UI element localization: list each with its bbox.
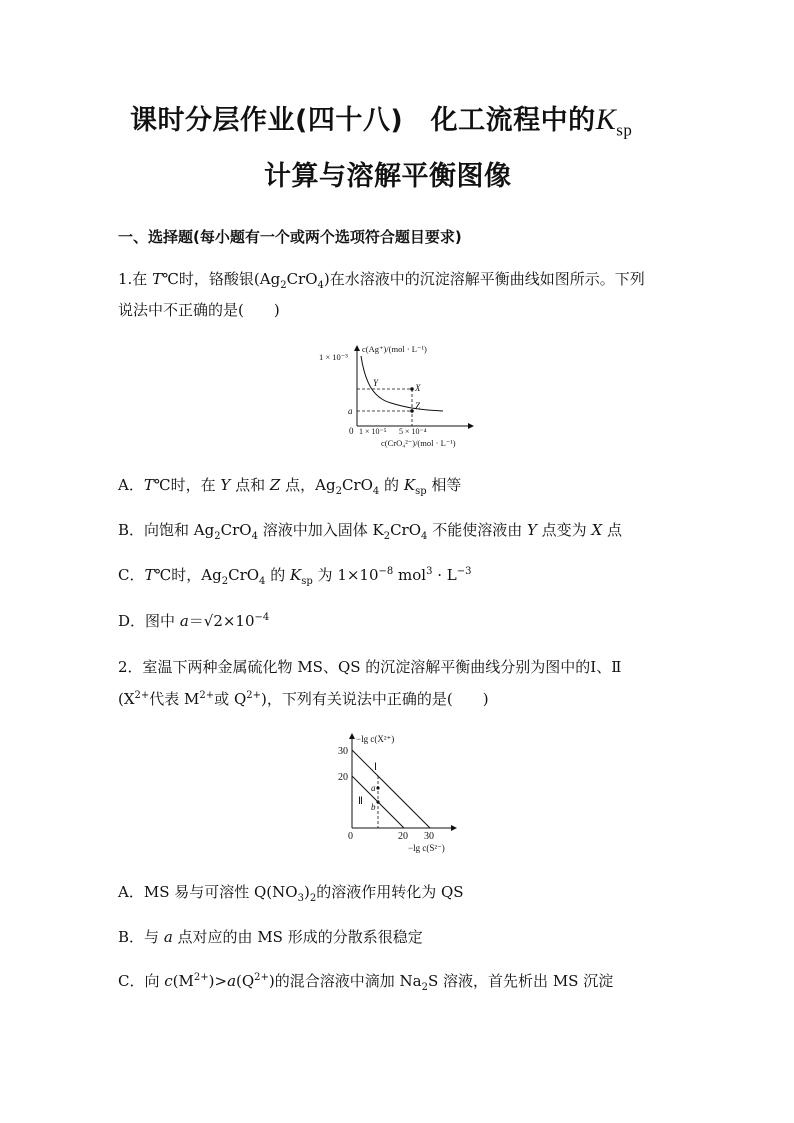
q2-xtick-20: 20 xyxy=(398,831,408,842)
page-title-line2: 计算与溶解平衡图像 xyxy=(264,161,512,192)
q2-label-a: a xyxy=(371,783,376,793)
page-title-line1: 课时分层作业(四十八) 化工流程中的$K_{sp}$ xyxy=(130,103,633,140)
q1-figure xyxy=(315,340,485,452)
q1-label-z: Z xyxy=(415,401,421,411)
q2-ylabel: −lg c(X²⁺) xyxy=(356,734,395,744)
q2-point-b xyxy=(376,800,379,803)
q2-ytick-20: 20 xyxy=(338,772,348,783)
q2-option-b: B．与 a 点对应的由 MS 形成的分散系很稳定 xyxy=(118,928,423,946)
q1-xtick-2: 5 × 10⁻⁴ xyxy=(399,427,427,436)
q2-xtick-30: 30 xyxy=(424,831,434,842)
q2-ytick-30: 30 xyxy=(338,746,348,757)
q2-xlabel: −lg c(S²⁻) xyxy=(408,843,445,853)
q2-option-a: A．MS 易与可溶性 $Q(NO_3)_2$的溶液作用转化为 QS xyxy=(118,883,464,904)
q2-label-curve-2: Ⅱ xyxy=(358,796,363,807)
section-heading: 一、选择题(每小题有一个或两个选项符合题目要求) xyxy=(118,228,462,246)
q2-label-curve-1: Ⅰ xyxy=(374,762,377,773)
q2-origin: 0 xyxy=(348,831,353,842)
q1-option-a: A．T℃时，在 Y 点和 Z 点，$Ag_2CrO_4$ 的 $K_{sp}$ 相等 xyxy=(118,476,462,497)
q1-point-z xyxy=(410,409,414,413)
q1-ytick-a: a xyxy=(348,406,353,416)
q2-figure xyxy=(330,728,460,858)
q2-option-c: C．向 $c(M^{2+})>a(Q^{2+})$的混合溶液中滴加 $Na_2S$ 溶液，首先析出 MS 沉淀 xyxy=(118,972,614,993)
q1-ytick-top: 1 × 10⁻³ xyxy=(319,352,348,362)
q1-stem-line1: 1.在 T℃时，铬酸银$(Ag_2CrO_4)$在水溶液中的沉淀溶解平衡曲线如图所示。下列 xyxy=(118,270,645,291)
q1-xlabel: c(CrO₄²⁻)/(mol · L⁻¹) xyxy=(381,438,456,448)
q1-stem-line2: 说法中不正确的是( ) xyxy=(118,301,280,319)
q2-stem-line1: 2．室温下两种金属硫化物 MS、QS 的沉淀溶解平衡曲线分别为图中的Ⅰ、Ⅱ xyxy=(118,658,622,676)
q2-label-b: b xyxy=(371,802,376,812)
q1-option-c: C．T℃时，$Ag_2CrO_4$ 的 $K_{sp}$ 为 $1\times 10^{-8}$ $mol^3 \cdot L^{-3}$ xyxy=(118,566,472,587)
q1-option-d: D．图中 $a=√2\times 10^{-4}$ xyxy=(118,612,270,630)
q1-origin: 0 xyxy=(349,426,354,436)
q1-option-b: B．向饱和 $Ag_2CrO_4$ 溶液中加入固体 $K_2CrO_4$ 不能使溶液由 Y 点变为 X 点 xyxy=(118,521,622,542)
q1-point-x xyxy=(410,387,414,391)
q1-ylabel: c(Ag⁺)/(mol · L⁻¹) xyxy=(362,344,427,354)
q2-curve-1 xyxy=(352,750,430,828)
q2-point-a xyxy=(376,786,379,789)
q2-stem-line2: ($X^{2+}$代表 $M^{2+}$或 $Q^{2+}$)，下列有关说法中正确的是( ) xyxy=(118,690,489,708)
q1-label-x: X xyxy=(415,383,421,393)
q1-xtick-1: 1 × 10⁻⁵ xyxy=(359,427,387,436)
q1-label-y: Y xyxy=(373,378,379,388)
